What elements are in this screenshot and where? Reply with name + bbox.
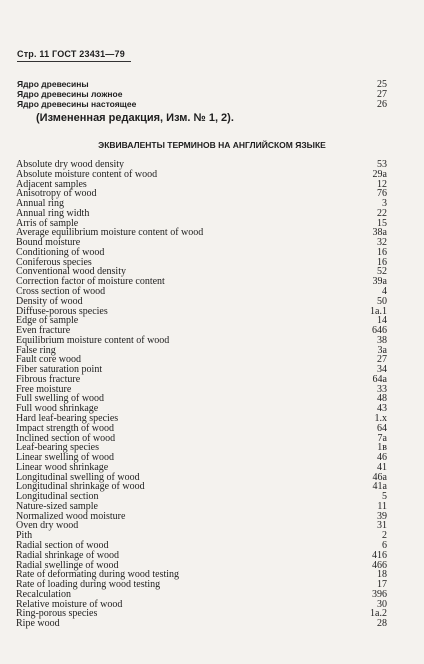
term-label: Bound moisture [16, 237, 81, 249]
term-label: Coniferous species [16, 256, 92, 268]
term-number: 30 [377, 598, 387, 610]
term-label: Ripe wood [16, 618, 60, 630]
term-label: Anisotropy of wood [16, 188, 97, 200]
term-number: 16 [377, 246, 387, 258]
term-number: 1.x [374, 413, 387, 425]
term-label: Rate of deformating during wood testing [16, 569, 180, 581]
term-number: 1a.2 [370, 608, 387, 620]
term-row [16, 618, 387, 629]
term-number: 46a [372, 471, 387, 483]
term-label: Recalculation [16, 588, 71, 600]
term-label: Inclined section of wood [16, 432, 116, 444]
term-label: Longitudinal swelling of wood [16, 471, 140, 483]
page-header: Стр. 11 ГОСТ 23431—79 [17, 49, 125, 59]
term-label: Nature-sized sample [16, 500, 98, 512]
term-number: 41 [377, 461, 387, 473]
heartwood-row [17, 99, 387, 109]
term-number: 646 [372, 325, 387, 337]
term-number: 3a [377, 344, 387, 356]
term-number: 2 [382, 530, 387, 542]
amendment-note: (Измененная редакция, Изм. № 1, 2). [36, 112, 234, 124]
term-label: Relative moisture of wood [16, 598, 123, 610]
term-label: Free moisture [16, 383, 72, 395]
term-label: Normalized wood moisture [16, 510, 126, 522]
term-number: 22 [377, 207, 387, 219]
term-number: 41a [372, 481, 387, 493]
term-label: Cross section of wood [16, 286, 106, 297]
term-number: 46 [377, 452, 387, 464]
term-number: 3 [382, 198, 387, 210]
term-number: 43 [377, 403, 387, 415]
term-label: Full wood shrinkage [16, 403, 99, 415]
term-label: Equilibrium moisture content of wood [16, 334, 170, 346]
term-number: 396 [372, 588, 387, 600]
term-number: 33 [377, 383, 387, 395]
term-number: 76 [377, 188, 387, 200]
term-number: 34 [377, 364, 387, 376]
term-label: Fault core wood [16, 354, 81, 366]
term-number: 52 [377, 266, 387, 278]
term-label: Radial section of wood [16, 540, 109, 552]
term-number: 1в [377, 442, 387, 454]
term-label: Leaf-bearing species [16, 442, 100, 454]
term-label: Ring-porous species [16, 608, 98, 620]
term-label: Edge of sample [16, 315, 79, 327]
term-number: 39 [377, 510, 387, 522]
term-number: 15 [377, 217, 387, 229]
term-number: 27 [377, 354, 387, 366]
term-label: False ring [16, 344, 56, 356]
term-label: Longitudinal shrinkage of wood [16, 481, 145, 493]
term-label: Ядро древесины настоящее [17, 99, 137, 109]
term-number: 29a [372, 168, 387, 180]
term-number: 48 [377, 393, 387, 405]
term-number: 11 [377, 500, 387, 512]
term-number: 5 [382, 491, 387, 503]
term-label: Full swelling of wood [16, 393, 105, 405]
term-label: Rate of loading during wood testing [16, 579, 161, 591]
term-number: 14 [377, 315, 387, 327]
term-number: 28 [377, 618, 387, 630]
term-label: Even fracture [16, 325, 71, 337]
term-number: 38 [377, 334, 387, 346]
term-label: Radial shrinkage of wood [16, 549, 120, 561]
term-label: Conditioning of wood [16, 246, 105, 258]
term-label: Fiber saturation point [16, 364, 103, 376]
term-label: Absolute dry wood density [16, 159, 125, 170]
section-title: ЭКВИВАЛЕНТЫ ТЕРМИНОВ НА АНГЛИЙСКОМ ЯЗЫКЕ [98, 140, 326, 150]
term-label: Density of wood [16, 295, 83, 307]
term-label: Average equilibrium moisture content of wood [16, 227, 204, 239]
heartwood-row [17, 79, 387, 89]
term-label: Correction factor of moisture content [16, 276, 165, 288]
header-rule [17, 61, 131, 62]
term-number: 18 [377, 569, 387, 581]
term-label: Ядро древесины ложное [17, 89, 123, 99]
term-number: 25 [377, 79, 387, 90]
term-number: 12 [377, 178, 387, 190]
term-number: 416 [372, 549, 387, 561]
term-number: 64a [372, 373, 387, 385]
term-label: Oven dry wood [16, 520, 79, 532]
term-label: Impact strength of wood [16, 422, 115, 434]
term-label: Longitudinal section [16, 491, 99, 503]
term-number: 32 [377, 237, 387, 249]
term-number: 53 [377, 159, 387, 170]
term-number: 16 [377, 256, 387, 268]
term-label: Absolute moisture content of wood [16, 168, 158, 180]
term-number: 7a [377, 432, 387, 444]
term-number: 39a [372, 276, 387, 288]
term-number: 38a [372, 227, 387, 239]
term-label: Fibrous fracture [16, 373, 81, 385]
term-label: Pith [16, 530, 33, 542]
term-label: Linear wood shrinkage [16, 461, 109, 473]
term-label: Annual ring width [16, 207, 90, 219]
term-number: 17 [377, 579, 387, 591]
term-label: Ядро древесины [17, 79, 89, 89]
term-label: Linear swelling of wood [16, 452, 115, 464]
term-label: Annual ring [16, 198, 65, 210]
term-number: 31 [377, 520, 387, 532]
term-number: 466 [372, 559, 387, 571]
term-number: 27 [377, 89, 387, 100]
heartwood-row [17, 89, 387, 99]
term-number: 26 [377, 99, 387, 110]
term-label: Adjacent samples [16, 178, 87, 190]
term-number: 50 [377, 295, 387, 307]
term-label: Arris of sample [16, 217, 79, 229]
term-number: 6 [382, 540, 387, 552]
term-number: 4 [382, 286, 387, 297]
term-label: Radial swellinge of wood [16, 559, 119, 571]
term-label: Diffuse-porous species [16, 305, 108, 317]
term-label: Conventional wood density [16, 266, 126, 278]
term-label: Hard leaf-bearing species [16, 413, 119, 425]
term-number: 64 [377, 422, 387, 434]
term-number: 1a.1 [370, 305, 387, 317]
